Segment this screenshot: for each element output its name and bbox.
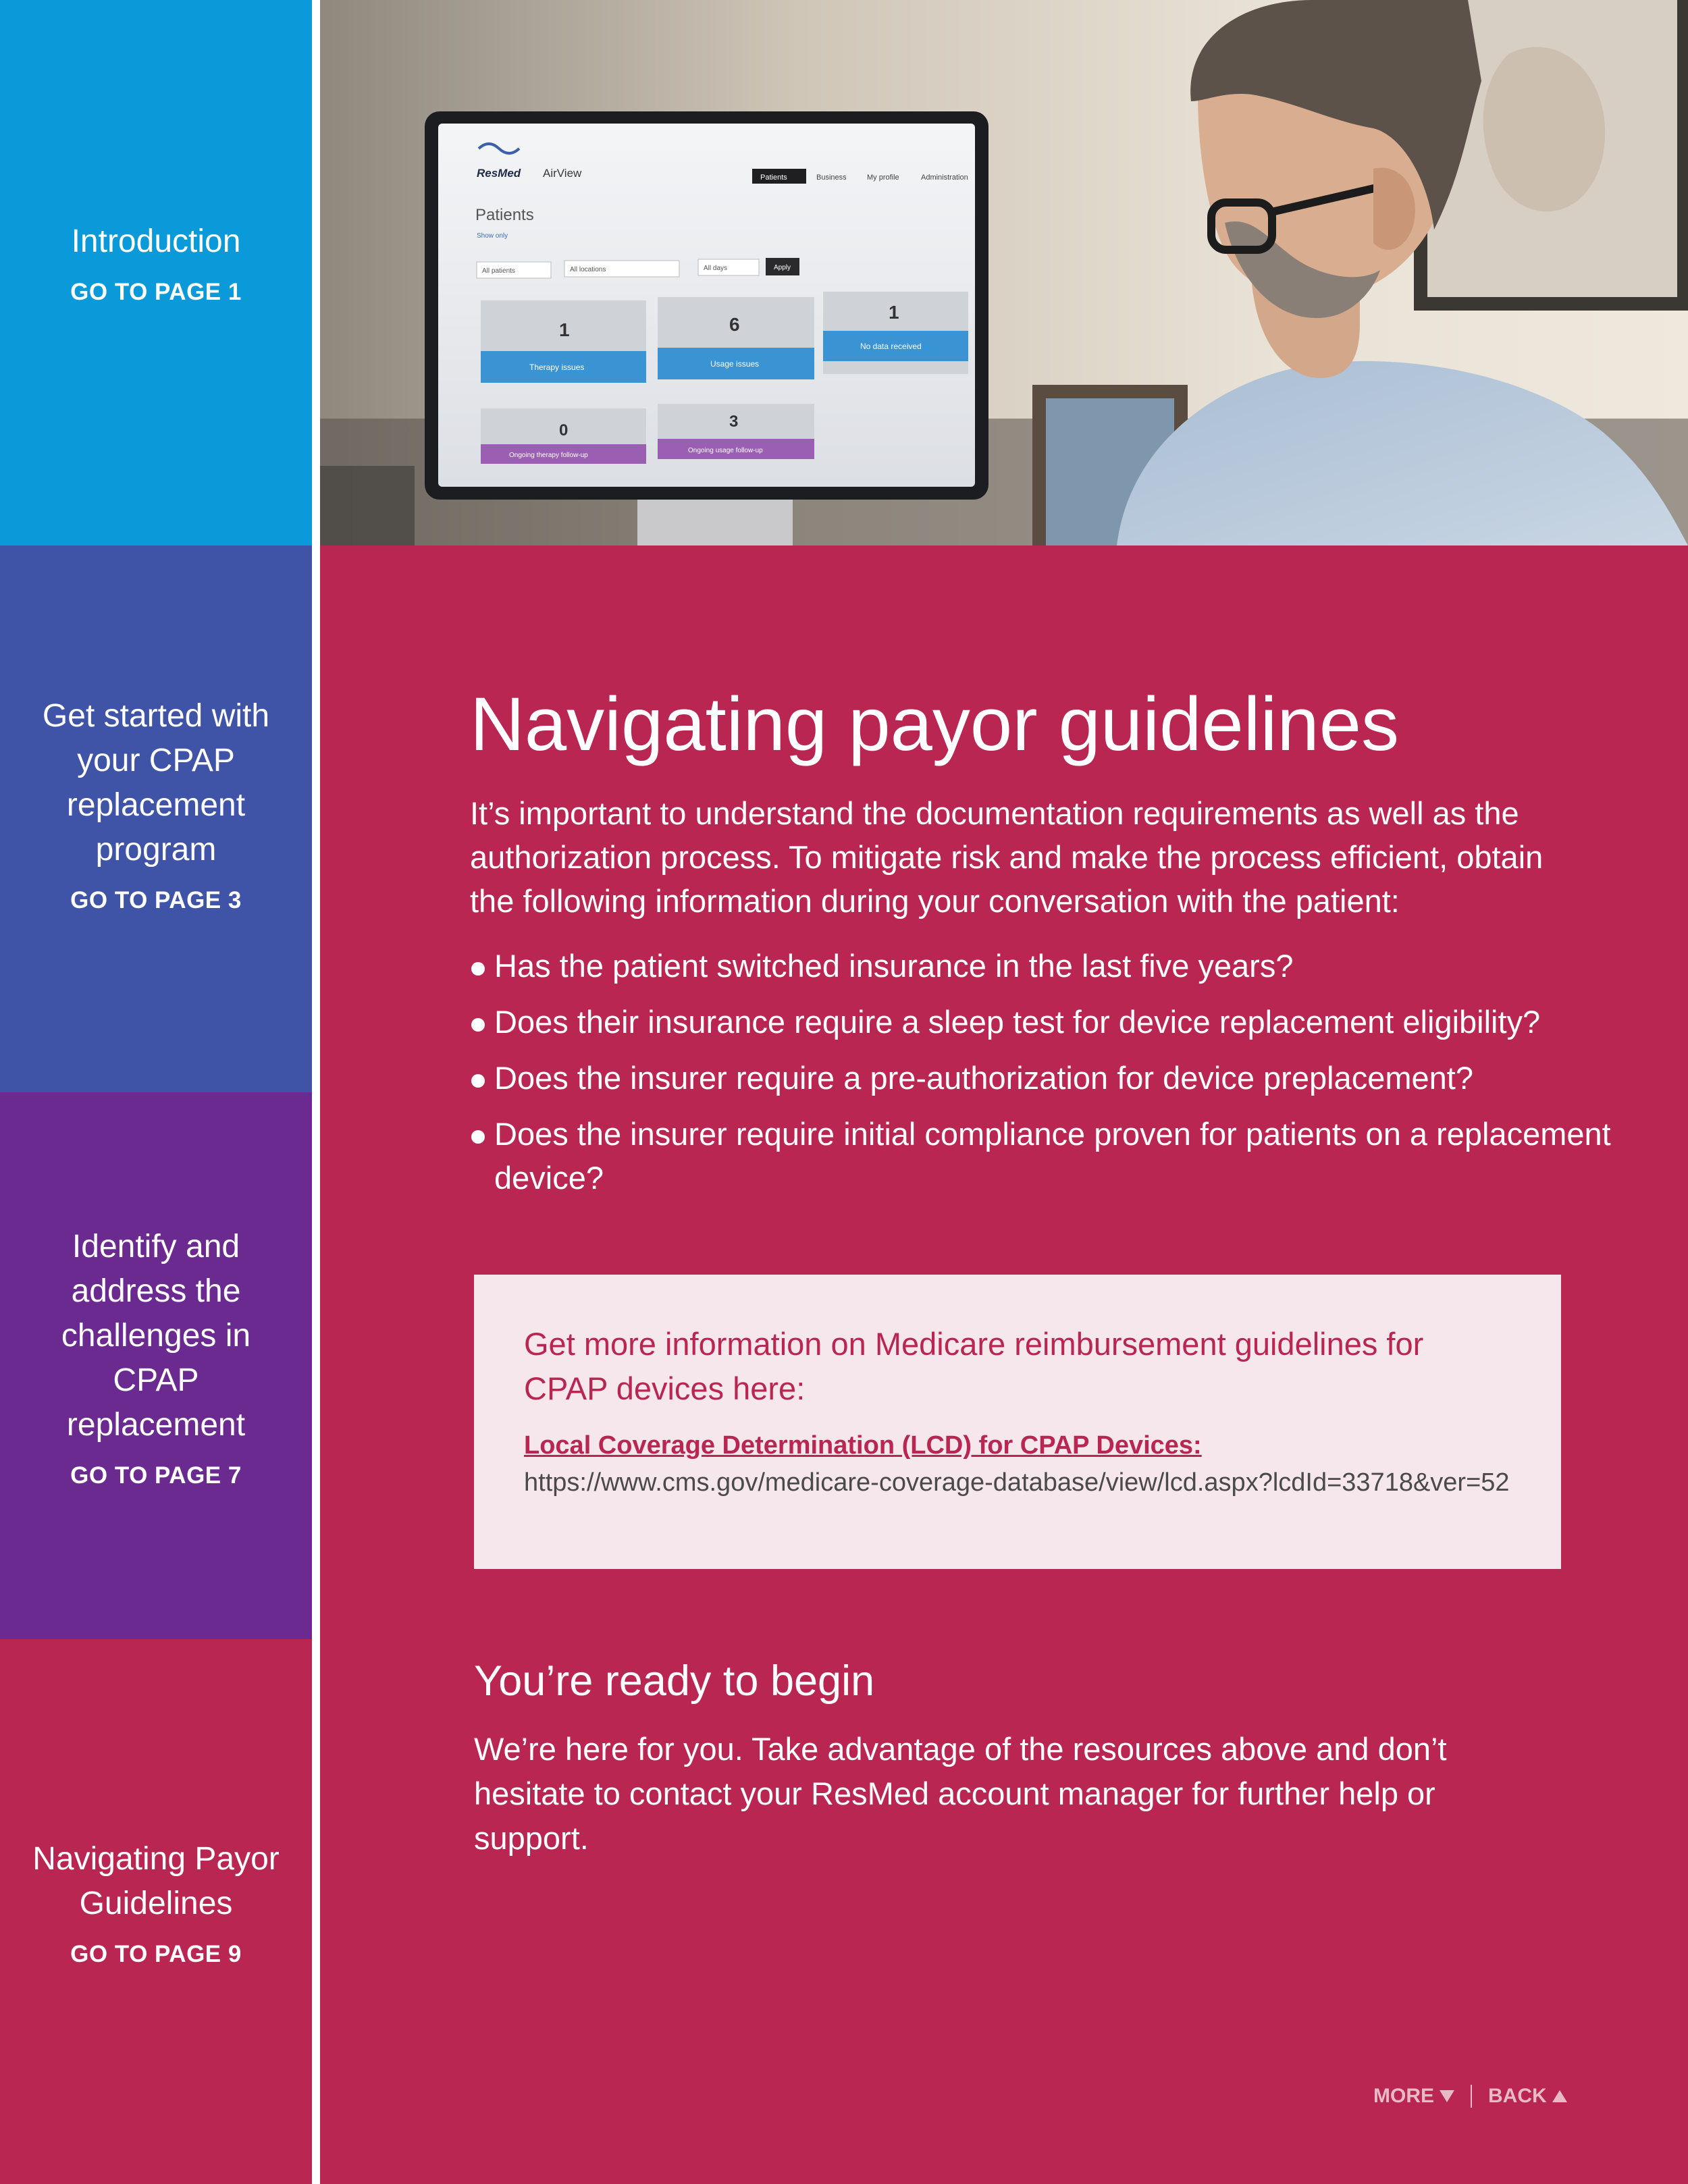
more-label: MORE <box>1373 2085 1434 2107</box>
screen-card-label: Ongoing usage follow-up <box>688 447 763 454</box>
nav-item-payor-guidelines[interactable] <box>0 1639 312 2184</box>
go-to-page-link[interactable]: GO TO PAGE 9 <box>70 1941 242 1967</box>
screen-card-label: No data received <box>860 342 922 351</box>
intro-paragraph: It’s important to understand the documentation requirements as well as the authorization process. To mitigate risk and make the process efficient, obtain the following information during your conversation with the patient: <box>470 795 1544 919</box>
page-title: Navigating payor guidelines <box>470 682 1399 766</box>
screen-card-count: 1 <box>559 319 570 340</box>
screen-heading: Patients <box>475 206 534 224</box>
screen-nav-tab: Administration <box>921 174 968 182</box>
screen-card-count: 1 <box>889 302 899 323</box>
lcd-link[interactable]: Local Coverage Determination (LCD) for CPAP Devices: <box>524 1431 1202 1460</box>
triangle-down-icon <box>1440 2090 1454 2102</box>
svg-text:All patients: All patients <box>482 267 515 275</box>
nav-item-title: Introduction <box>71 223 241 259</box>
svg-text:All days: All days <box>704 265 728 272</box>
go-to-page-link[interactable]: GO TO PAGE 3 <box>70 887 242 913</box>
back-label: BACK <box>1488 2085 1547 2107</box>
page-footer-nav <box>1373 2079 1567 2113</box>
nav-item-get-started[interactable] <box>0 545 312 1092</box>
triangle-up-icon <box>1552 2090 1567 2102</box>
screen-card-label: Usage issues <box>710 359 760 369</box>
screen-card-label: Therapy issues <box>529 363 585 372</box>
go-to-page-link[interactable]: GO TO PAGE 1 <box>70 279 242 305</box>
medicare-info-box <box>474 1275 1561 1569</box>
screen-nav-tab: My profile <box>867 174 899 182</box>
info-box-text <box>524 1427 1511 1501</box>
hero-photo <box>320 0 1688 545</box>
ready-heading: You’re ready to begin <box>474 1657 875 1705</box>
main-content <box>320 545 1688 2184</box>
lcd-url[interactable]: https://www.cms.gov/medicare-coverage-database/view/lcd.aspx?lcdId=33718&ver=52 <box>524 1468 1510 1497</box>
info-box-heading: Get more information on Medicare reimbursement guidelines for CPAP devices here: <box>524 1326 1424 1406</box>
screen-card-count: 6 <box>729 314 740 335</box>
section-nav-sidebar <box>0 0 312 2184</box>
svg-text:All locations: All locations <box>570 266 606 273</box>
list-item: Does the insurer require a pre-authorization for device preplacement? <box>470 1056 1631 1100</box>
nav-item-challenges[interactable] <box>0 1092 312 1639</box>
screen-card-count: 0 <box>559 421 569 440</box>
go-to-page-link[interactable]: GO TO PAGE 7 <box>70 1462 242 1489</box>
nav-item-title: Get started with your CPAP replacement program <box>42 698 270 868</box>
nav-item-introduction[interactable] <box>0 0 312 545</box>
more-button[interactable] <box>1373 2085 1454 2108</box>
back-button[interactable] <box>1488 2085 1567 2108</box>
checklist <box>470 944 1631 1212</box>
screen-product-name: AirView <box>543 167 582 180</box>
nav-item-title: Navigating Payor Guidelines <box>32 1841 280 1921</box>
screen-card-label: Ongoing therapy follow-up <box>509 452 588 459</box>
ready-paragraph: We’re here for you. Take advantage of the resources above and don’t hesitate to contact your ResMed account manager for further help or support. <box>474 1731 1447 1856</box>
screen-filter-toggle: Show only <box>477 232 508 240</box>
footer-separator <box>1471 2085 1472 2108</box>
list-item: Does the insurer require initial compliance proven for patients on a replacement device? <box>470 1112 1631 1200</box>
nav-item-title: Identify and address the challenges in CPAP replacement <box>61 1229 251 1443</box>
screen-card-count: 3 <box>729 412 739 431</box>
screen-nav-tab: Business <box>816 174 847 182</box>
list-item: Does their insurance require a sleep test for device replacement eligibility? <box>470 1000 1631 1044</box>
svg-text:Apply: Apply <box>774 264 791 271</box>
sidebar-divider <box>312 0 320 2184</box>
screen-nav-tab: Patients <box>760 174 787 182</box>
list-item: Has the patient switched insurance in the last five years? <box>470 944 1631 988</box>
screen-brand-logo: ResMed <box>477 167 521 180</box>
